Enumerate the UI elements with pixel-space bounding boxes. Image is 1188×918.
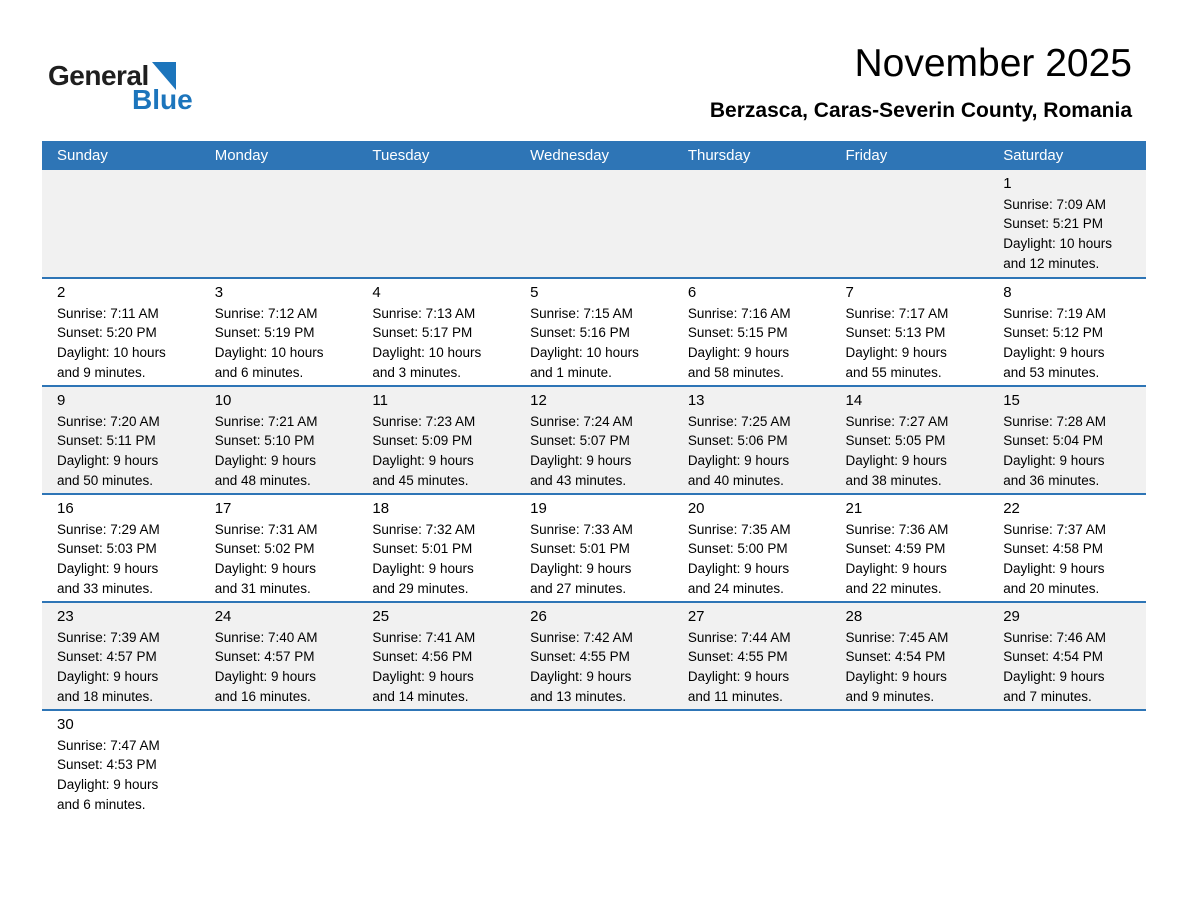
day-cell (515, 602, 673, 710)
daylight-minutes-text: and 24 minutes. (687, 580, 784, 596)
day-number: 8 (1003, 283, 1012, 301)
daylight-minutes-text: and 3 minutes. (372, 364, 461, 380)
daylight-minutes-text: and 14 minutes. (372, 688, 469, 704)
sunset-text: Sunset: 5:10 PM (214, 433, 315, 449)
empty-day-cell (831, 170, 989, 278)
day-number: 28 (845, 607, 863, 625)
day-cell (673, 386, 831, 494)
daylight-minutes-text: and 11 minutes. (687, 688, 783, 704)
day-number: 13 (687, 391, 705, 409)
sunset-text: Sunset: 5:02 PM (214, 541, 315, 557)
sunset-text: Sunset: 4:57 PM (214, 649, 315, 665)
day-number: 21 (845, 499, 863, 517)
sunrise-text: Sunrise: 7:24 AM (530, 413, 633, 429)
daylight-minutes-text: and 12 minutes. (1003, 255, 1100, 271)
calendar-body (42, 170, 1146, 818)
daylight-minutes-text: and 9 minutes. (845, 688, 935, 704)
day-cell (515, 494, 673, 602)
month-title: November 2025 (854, 42, 1132, 85)
empty-day-cell (357, 710, 515, 818)
sunrise-text: Sunrise: 7:12 AM (214, 305, 318, 321)
sunset-text: Sunset: 5:01 PM (530, 541, 630, 557)
sunrise-text: Sunrise: 7:31 AM (214, 521, 318, 537)
sunset-text: Sunset: 5:16 PM (530, 325, 630, 341)
daylight-hours-text: Daylight: 9 hours (530, 560, 632, 576)
daylight-hours-text: Daylight: 9 hours (214, 668, 317, 684)
daylight-hours-text: Daylight: 10 hours (1003, 235, 1113, 251)
sunset-text: Sunset: 5:13 PM (845, 325, 946, 341)
week-row (42, 386, 1146, 494)
sunset-text: Sunset: 5:12 PM (1003, 325, 1104, 341)
day-cell (515, 386, 673, 494)
sunset-text: Sunset: 4:54 PM (845, 649, 946, 665)
daylight-hours-text: Daylight: 9 hours (687, 668, 790, 684)
sunset-text: Sunset: 5:21 PM (1003, 216, 1104, 232)
weekday-header-sunday: Sunday (42, 141, 200, 170)
daylight-minutes-text: and 43 minutes. (530, 472, 627, 488)
header-titles (710, 36, 1132, 123)
day-number: 4 (372, 283, 381, 301)
daylight-hours-text: Daylight: 10 hours (372, 344, 482, 360)
sunrise-text: Sunrise: 7:17 AM (845, 305, 949, 321)
daylight-hours-text: Daylight: 9 hours (845, 668, 947, 684)
sunrise-text: Sunrise: 7:45 AM (845, 629, 949, 645)
day-cell (357, 602, 515, 710)
daylight-minutes-text: and 22 minutes. (845, 580, 942, 596)
sunrise-text: Sunrise: 7:37 AM (1003, 521, 1107, 537)
weekday-header-saturday: Saturday (988, 141, 1146, 170)
day-number: 20 (687, 499, 705, 517)
day-cell (673, 278, 831, 386)
week-row (42, 278, 1146, 386)
day-cell (831, 278, 989, 386)
sunset-text: Sunset: 5:05 PM (845, 433, 946, 449)
day-number: 5 (530, 283, 539, 301)
sunset-text: Sunset: 5:07 PM (530, 433, 630, 449)
day-cell (988, 602, 1146, 710)
day-number: 24 (214, 607, 232, 625)
daylight-minutes-text: and 16 minutes. (214, 688, 311, 704)
day-cell (200, 386, 358, 494)
sunset-text: Sunset: 4:58 PM (1003, 541, 1104, 557)
empty-day-cell (515, 710, 673, 818)
day-number: 29 (1003, 607, 1020, 625)
daylight-minutes-text: and 38 minutes. (845, 472, 942, 488)
day-number: 11 (372, 391, 388, 409)
daylight-minutes-text: and 7 minutes. (1003, 688, 1092, 704)
daylight-hours-text: Daylight: 9 hours (1003, 452, 1105, 468)
day-number: 9 (57, 391, 66, 409)
daylight-minutes-text: and 31 minutes. (214, 580, 311, 596)
daylight-hours-text: Daylight: 9 hours (214, 452, 317, 468)
sunrise-text: Sunrise: 7:40 AM (214, 629, 318, 645)
day-number: 1 (1003, 174, 1012, 192)
sunrise-text: Sunrise: 7:28 AM (1003, 413, 1107, 429)
calendar-head (42, 141, 1146, 170)
day-cell (988, 278, 1146, 386)
location-subtitle: Berzasca, Caras-Severin County, Romania (709, 98, 1132, 122)
day-number: 2 (57, 283, 66, 301)
week-row (42, 494, 1146, 602)
sunset-text: Sunset: 5:04 PM (1003, 433, 1104, 449)
day-cell (357, 278, 515, 386)
sunset-text: Sunset: 5:15 PM (687, 325, 788, 341)
sunset-text: Sunset: 4:54 PM (1003, 649, 1104, 665)
daylight-minutes-text: and 6 minutes. (214, 364, 304, 380)
empty-day-cell (200, 170, 358, 278)
day-cell (357, 494, 515, 602)
sunset-text: Sunset: 5:00 PM (687, 541, 788, 557)
day-number: 17 (214, 499, 232, 517)
weekday-header-wednesday: Wednesday (515, 141, 673, 170)
empty-day-cell (357, 170, 515, 278)
day-number: 26 (530, 607, 547, 625)
day-number: 23 (57, 607, 74, 625)
day-number: 7 (845, 283, 854, 301)
daylight-minutes-text: and 27 minutes. (530, 580, 627, 596)
sunrise-text: Sunrise: 7:13 AM (372, 305, 476, 321)
empty-day-cell (515, 170, 673, 278)
day-number: 15 (1003, 391, 1020, 409)
sunset-text: Sunset: 4:56 PM (372, 649, 473, 665)
daylight-minutes-text: and 48 minutes. (214, 472, 311, 488)
sunset-text: Sunset: 4:55 PM (687, 649, 788, 665)
day-cell (831, 386, 989, 494)
sunrise-text: Sunrise: 7:29 AM (57, 521, 160, 537)
day-number: 27 (687, 607, 705, 625)
daylight-minutes-text: and 18 minutes. (57, 688, 154, 704)
daylight-hours-text: Daylight: 9 hours (57, 560, 159, 576)
daylight-minutes-text: and 40 minutes. (687, 472, 784, 488)
day-cell (357, 386, 515, 494)
calendar-table (42, 141, 1146, 818)
daylight-hours-text: Daylight: 9 hours (1003, 560, 1105, 576)
sunset-text: Sunset: 5:03 PM (57, 541, 157, 557)
sunrise-text: Sunrise: 7:44 AM (687, 629, 791, 645)
day-cell (673, 602, 831, 710)
daylight-minutes-text: and 29 minutes. (372, 580, 469, 596)
daylight-minutes-text: and 33 minutes. (57, 580, 154, 596)
day-cell (515, 278, 673, 386)
empty-day-cell (673, 710, 831, 818)
sunset-text: Sunset: 4:57 PM (57, 649, 157, 665)
sunrise-text: Sunrise: 7:23 AM (372, 413, 476, 429)
day-number: 22 (1003, 499, 1020, 517)
day-number: 12 (530, 391, 547, 409)
sunset-text: Sunset: 4:59 PM (845, 541, 946, 557)
general-blue-logo (48, 36, 193, 114)
daylight-hours-text: Daylight: 9 hours (372, 560, 474, 576)
day-cell (673, 494, 831, 602)
day-number: 18 (372, 499, 390, 517)
day-cell (42, 602, 200, 710)
week-row (42, 710, 1146, 818)
daylight-minutes-text: and 55 minutes. (845, 364, 942, 380)
sunrise-text: Sunrise: 7:35 AM (687, 521, 791, 537)
daylight-hours-text: Daylight: 9 hours (372, 668, 474, 684)
daylight-minutes-text: and 45 minutes. (372, 472, 469, 488)
sunrise-text: Sunrise: 7:27 AM (845, 413, 949, 429)
day-number: 3 (214, 283, 224, 301)
empty-day-cell (673, 170, 831, 278)
sunrise-text: Sunrise: 7:32 AM (372, 521, 476, 537)
daylight-minutes-text: and 36 minutes. (1003, 472, 1100, 488)
sunrise-text: Sunrise: 7:33 AM (530, 521, 633, 537)
daylight-hours-text: Daylight: 10 hours (214, 344, 324, 360)
daylight-minutes-text: and 20 minutes. (1003, 580, 1100, 596)
day-cell (42, 386, 200, 494)
daylight-hours-text: Daylight: 9 hours (1003, 344, 1105, 360)
day-number: 19 (530, 499, 547, 517)
sunrise-text: Sunrise: 7:25 AM (687, 413, 791, 429)
daylight-hours-text: Daylight: 9 hours (57, 452, 159, 468)
sunrise-text: Sunrise: 7:36 AM (845, 521, 949, 537)
day-number: 6 (687, 283, 697, 301)
daylight-minutes-text: and 6 minutes. (57, 796, 146, 812)
sunrise-text: Sunrise: 7:19 AM (1003, 305, 1107, 321)
daylight-hours-text: Daylight: 9 hours (214, 560, 317, 576)
day-number: 16 (57, 499, 74, 517)
sunrise-text: Sunrise: 7:16 AM (687, 305, 791, 321)
day-number: 30 (57, 715, 74, 733)
daylight-hours-text: Daylight: 9 hours (845, 344, 947, 360)
sunrise-text: Sunrise: 7:46 AM (1003, 629, 1107, 645)
sunrise-text: Sunrise: 7:41 AM (372, 629, 476, 645)
sunrise-text: Sunrise: 7:11 AM (57, 305, 159, 321)
day-cell (988, 386, 1146, 494)
weekday-header-tuesday: Tuesday (357, 141, 515, 170)
day-cell (831, 602, 989, 710)
day-number: 25 (372, 607, 390, 625)
sunrise-text: Sunrise: 7:21 AM (214, 413, 318, 429)
day-cell (988, 494, 1146, 602)
daylight-hours-text: Daylight: 9 hours (372, 452, 474, 468)
day-cell (42, 278, 200, 386)
sunrise-text: Sunrise: 7:42 AM (530, 629, 633, 645)
daylight-hours-text: Daylight: 9 hours (57, 776, 159, 792)
daylight-minutes-text: and 1 minute. (530, 364, 612, 380)
sunrise-text: Sunrise: 7:47 AM (57, 737, 160, 753)
sunrise-text: Sunrise: 7:39 AM (57, 629, 160, 645)
day-cell (200, 494, 358, 602)
day-cell (42, 494, 200, 602)
logo-text-general: General (48, 60, 149, 91)
daylight-minutes-text: and 50 minutes. (57, 472, 154, 488)
week-row (42, 602, 1146, 710)
sunset-text: Sunset: 4:55 PM (530, 649, 630, 665)
day-number: 14 (845, 391, 863, 409)
logo-text-blue: Blue (132, 84, 193, 115)
empty-day-cell (200, 710, 358, 818)
empty-day-cell (42, 170, 200, 278)
sunset-text: Sunset: 5:19 PM (214, 325, 315, 341)
daylight-hours-text: Daylight: 9 hours (687, 560, 790, 576)
day-cell (42, 710, 200, 818)
daylight-hours-text: Daylight: 9 hours (530, 668, 632, 684)
sunset-text: Sunset: 5:01 PM (372, 541, 473, 557)
daylight-minutes-text: and 9 minutes. (57, 364, 146, 380)
daylight-minutes-text: and 58 minutes. (687, 364, 784, 380)
empty-day-cell (988, 710, 1146, 818)
daylight-hours-text: Daylight: 9 hours (845, 560, 947, 576)
daylight-hours-text: Daylight: 9 hours (687, 344, 790, 360)
day-cell (200, 602, 358, 710)
week-row (42, 170, 1146, 278)
daylight-hours-text: Daylight: 10 hours (530, 344, 639, 360)
day-cell (200, 278, 358, 386)
weekday-header-friday: Friday (831, 141, 989, 170)
weekday-header-monday: Monday (200, 141, 358, 170)
sunset-text: Sunset: 4:53 PM (57, 757, 157, 773)
sunrise-text: Sunrise: 7:15 AM (530, 305, 633, 321)
sunset-text: Sunset: 5:20 PM (57, 325, 157, 341)
page-header (0, 0, 1188, 123)
daylight-minutes-text: and 13 minutes. (530, 688, 627, 704)
daylight-hours-text: Daylight: 9 hours (1003, 668, 1105, 684)
day-cell (831, 494, 989, 602)
daylight-hours-text: Daylight: 9 hours (530, 452, 632, 468)
day-number: 10 (214, 391, 232, 409)
weekday-header-row (42, 141, 1146, 170)
daylight-hours-text: Daylight: 9 hours (687, 452, 790, 468)
weekday-header-thursday: Thursday (673, 141, 831, 170)
sunset-text: Sunset: 5:17 PM (372, 325, 473, 341)
sunset-text: Sunset: 5:11 PM (57, 433, 156, 449)
sunrise-text: Sunrise: 7:09 AM (1003, 196, 1107, 212)
daylight-hours-text: Daylight: 9 hours (845, 452, 947, 468)
sunset-text: Sunset: 5:09 PM (372, 433, 473, 449)
daylight-hours-text: Daylight: 10 hours (57, 344, 166, 360)
sunset-text: Sunset: 5:06 PM (687, 433, 788, 449)
empty-day-cell (831, 710, 989, 818)
sunrise-text: Sunrise: 7:20 AM (57, 413, 160, 429)
day-cell (988, 170, 1146, 278)
daylight-hours-text: Daylight: 9 hours (57, 668, 159, 684)
daylight-minutes-text: and 53 minutes. (1003, 364, 1100, 380)
